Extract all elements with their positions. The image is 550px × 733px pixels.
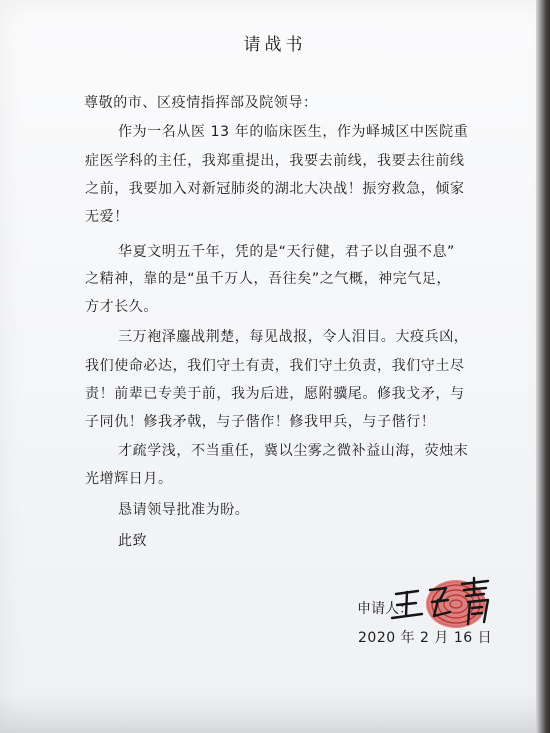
paragraph-1-line-4: 无爱！ <box>85 209 129 225</box>
paragraph-4-line-2: 光增辉日月。 <box>85 471 173 487</box>
table-edge <box>536 0 550 733</box>
letter-date: 2020 年 2 月 16 日 <box>358 630 493 646</box>
paragraph-1-line-1: 作为一名从医 13 年的临床医生，作为峄城区中医院重 <box>118 124 469 140</box>
paragraph-3-line-1: 三万袍泽鏖战荆楚，每见战报，令人泪目。大疫兵凶， <box>118 329 469 345</box>
paragraph-2-line-1: 华夏文明五千年，凭的是“天行健，君子以自强不息” <box>118 244 455 260</box>
paragraph-1-line-2: 症医学科的主任，我郑重提出，我要去前线，我要去往前线 <box>85 153 465 169</box>
paragraph-3-line-3: 责！前辈已专美于前，我为后进，愿附骥尾。修我戈矛，与 <box>85 386 465 402</box>
paragraph-3-line-4: 子同仇！修我矛戟，与子偕作！修我甲兵，与子偕行！ <box>85 414 436 430</box>
paragraph-3-line-2: 我们使命必达，我们守土有责，我们守土负责，我们守土尽 <box>85 358 465 374</box>
paragraph-2-line-2: 之精神，靠的是“虽千万人，吾往矣”之气概，神完气足， <box>85 271 452 287</box>
applicant-label: 申请人： <box>357 601 413 617</box>
salutation: 尊敬的市、区疫情指挥部及院领导： <box>84 95 318 111</box>
closing-text: 此致 <box>118 533 148 549</box>
paragraph-1-line-3: 之前，我要加入对新冠肺炎的湖北大决战！振穷救急，倾家 <box>85 181 465 197</box>
paper-shadow <box>0 693 550 733</box>
letter-title: 请战书 <box>243 35 307 55</box>
fingerprint-icon <box>426 580 486 628</box>
paragraph-5-line-1: 恳请领导批准为盼。 <box>118 502 250 518</box>
paragraph-2-line-3: 方才长久。 <box>85 299 158 315</box>
paragraph-4-line-1: 才疏学浅，不当重任，冀以尘雾之微补益山海，荧烛末 <box>118 443 469 459</box>
